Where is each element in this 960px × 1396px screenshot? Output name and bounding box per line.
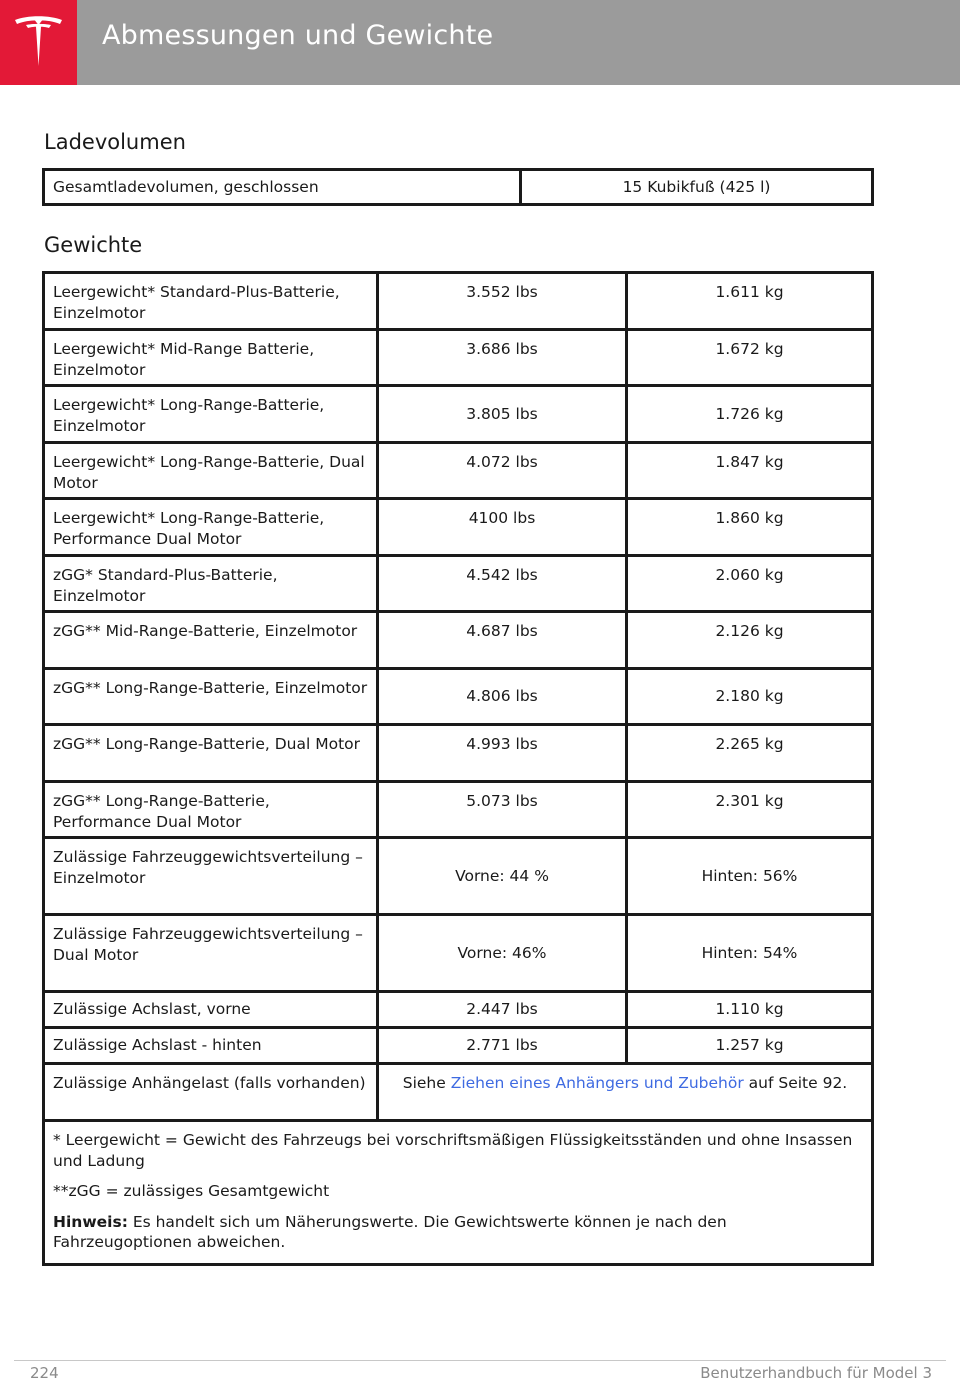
table-row	[44, 170, 873, 205]
table-row	[44, 838, 873, 915]
table-row	[44, 782, 873, 838]
table-cell-kg: Hinten: 54%	[627, 915, 873, 992]
table-cell-kg: 1.257 kg	[627, 1028, 873, 1064]
table-cell-label: Leergewicht* Mid-Range Batterie, Einzelmotor	[44, 330, 378, 386]
hinweis-note	[53, 1212, 861, 1253]
gewichte-table	[42, 271, 874, 1266]
table-cell-kg: 2.060 kg	[627, 556, 873, 612]
table-cell-lbs: 4.993 lbs	[378, 725, 627, 782]
tow-prefix: Siehe	[402, 1074, 451, 1092]
table-cell-lbs: 3.805 lbs	[378, 386, 627, 443]
table-cell-lbs: Vorne: 44 %	[378, 838, 627, 915]
table-cell-label: zGG** Long-Range-Batterie, Einzelmotor	[44, 669, 378, 725]
table-row	[44, 443, 873, 499]
table-cell-label: zGG** Long-Range-Batterie, Performance Dual Motor	[44, 782, 378, 838]
table-cell-lbs: 3.552 lbs	[378, 273, 627, 330]
table-cell-label: Zulässige Fahrzeuggewichtsverteilung – Dual Motor	[44, 915, 378, 992]
section-heading-ladevolumen: Ladevolumen	[44, 130, 186, 154]
table-cell-kg: 2.180 kg	[627, 669, 873, 725]
brand-badge	[0, 0, 77, 85]
table-cell-kg: 1.611 kg	[627, 273, 873, 330]
table-cell-lbs: 2.447 lbs	[378, 992, 627, 1028]
table-cell-lbs: 2.771 lbs	[378, 1028, 627, 1064]
table-cell-lbs: 4.806 lbs	[378, 669, 627, 725]
hinweis-label: Hinweis:	[53, 1212, 128, 1231]
footnote-zgg: **zGG = zulässiges Gesamtgewicht	[53, 1182, 330, 1200]
table-cell-label: zGG** Mid-Range-Batterie, Einzelmotor	[44, 612, 378, 669]
table-cell-label: Zulässige Fahrzeuggewichtsverteilung – Einzelmotor	[44, 838, 378, 915]
footnote-leergewicht: * Leergewicht = Gewicht des Fahrzeugs bei vorschriftsmäßigen Flüssigkeitsständen und ohne Insassen und Ladung	[53, 1131, 853, 1170]
table-cell-kg: 2.301 kg	[627, 782, 873, 838]
table-row	[44, 386, 873, 443]
hinweis-text: Es handelt sich um Näherungswerte. Die Gewichtswerte können je nach den Fahrzeugoptionen abweichen.	[53, 1212, 727, 1251]
table-row	[44, 1064, 873, 1121]
table-row	[44, 612, 873, 669]
table-cell-lbs: 5.073 lbs	[378, 782, 627, 838]
table-cell-label: Zulässige Anhängelast (falls vorhanden)	[44, 1064, 378, 1121]
table-row	[44, 992, 873, 1028]
table-cell-label: zGG* Standard-Plus-Batterie, Einzelmotor	[44, 556, 378, 612]
table-cell-label: Gesamtladevolumen, geschlossen	[44, 170, 521, 205]
table-cell-notes	[44, 1121, 873, 1265]
table-cell-kg: 1.847 kg	[627, 443, 873, 499]
table-cell-label: Zulässige Achslast - hinten	[44, 1028, 378, 1064]
table-cell-lbs: 3.686 lbs	[378, 330, 627, 386]
table-cell-kg: 2.126 kg	[627, 612, 873, 669]
table-cell-lbs: 4100 lbs	[378, 499, 627, 556]
table-row	[44, 1121, 873, 1265]
table-cell-kg: 1.860 kg	[627, 499, 873, 556]
table-cell-value: 15 Kubikfuß (425 l)	[521, 170, 873, 205]
tesla-logo-icon	[13, 14, 64, 71]
table-row	[44, 556, 873, 612]
towing-link[interactable]: Ziehen eines Anhängers und Zubehör	[450, 1074, 744, 1092]
table-cell-label: Leergewicht* Standard-Plus-Batterie, Einzelmotor	[44, 273, 378, 330]
page-header	[0, 0, 960, 85]
table-cell-kg: 2.265 kg	[627, 725, 873, 782]
table-cell-label: Leergewicht* Long-Range-Batterie, Einzelmotor	[44, 386, 378, 443]
table-cell-kg: Hinten: 56%	[627, 838, 873, 915]
header-title: Abmessungen und Gewichte	[102, 20, 494, 51]
gewichte-table-body	[44, 273, 873, 1265]
page-number: 224	[30, 1364, 59, 1382]
table-row	[44, 273, 873, 330]
table-cell-lbs: 4.687 lbs	[378, 612, 627, 669]
table-row	[44, 669, 873, 725]
table-row	[44, 725, 873, 782]
table-cell-tow-reference	[378, 1064, 873, 1121]
ladevolumen-table	[42, 168, 874, 206]
table-row	[44, 1028, 873, 1064]
table-cell-lbs: Vorne: 46%	[378, 915, 627, 992]
footer-title: Benutzerhandbuch für Model 3	[700, 1364, 932, 1382]
table-cell-kg: 1.726 kg	[627, 386, 873, 443]
table-row	[44, 330, 873, 386]
table-cell-label: zGG** Long-Range-Batterie, Dual Motor	[44, 725, 378, 782]
table-cell-lbs: 4.072 lbs	[378, 443, 627, 499]
table-cell-lbs: 4.542 lbs	[378, 556, 627, 612]
table-cell-kg: 1.110 kg	[627, 992, 873, 1028]
table-row	[44, 499, 873, 556]
tow-suffix: auf Seite 92.	[743, 1074, 848, 1092]
table-cell-label: Zulässige Achslast, vorne	[44, 992, 378, 1028]
table-row	[44, 915, 873, 992]
table-cell-label: Leergewicht* Long-Range-Batterie, Performance Dual Motor	[44, 499, 378, 556]
table-cell-kg: 1.672 kg	[627, 330, 873, 386]
section-heading-gewichte: Gewichte	[44, 233, 143, 257]
footer-divider	[14, 1360, 946, 1361]
table-cell-label: Leergewicht* Long-Range-Batterie, Dual Motor	[44, 443, 378, 499]
